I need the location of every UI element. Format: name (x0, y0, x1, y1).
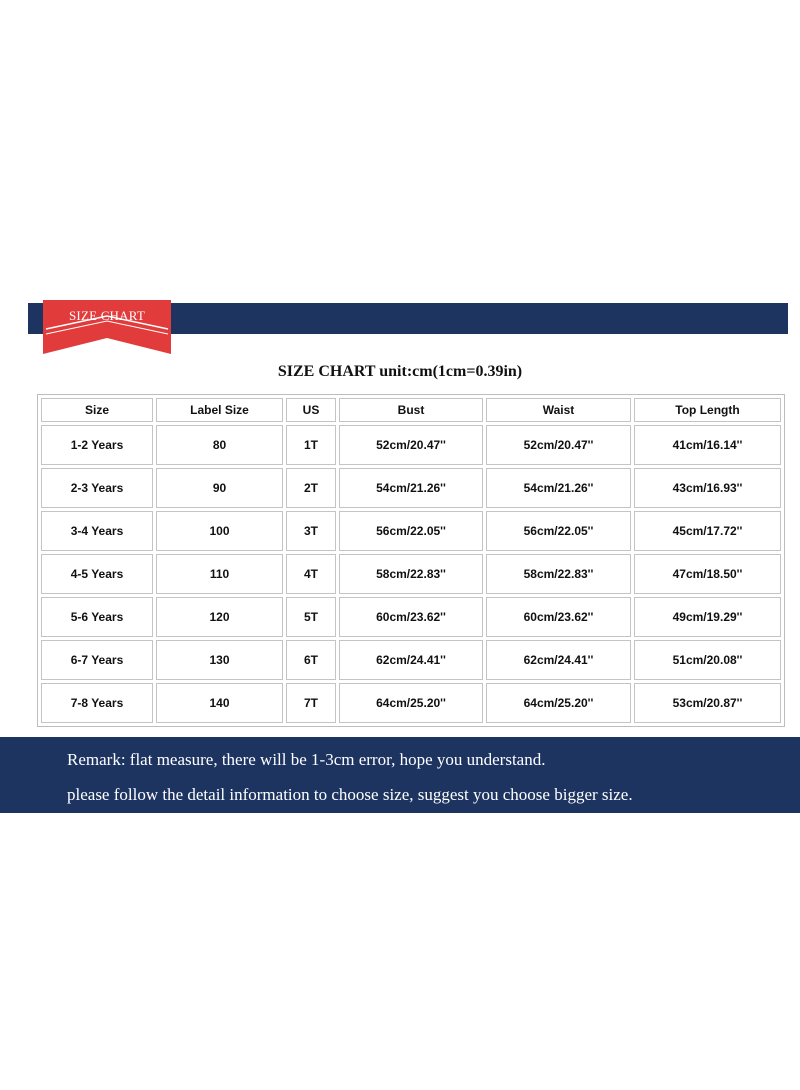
table-cell: 41cm/16.14'' (634, 425, 781, 465)
table-cell: 1-2 Years (41, 425, 153, 465)
table-cell: 5T (286, 597, 336, 637)
table-cell: 43cm/16.93'' (634, 468, 781, 508)
table-cell: 45cm/17.72'' (634, 511, 781, 551)
table-cell: 51cm/20.08'' (634, 640, 781, 680)
table-cell: 52cm/20.47'' (486, 425, 631, 465)
table-cell: 52cm/20.47'' (339, 425, 483, 465)
remark-band (0, 737, 800, 813)
table-cell: 90 (156, 468, 283, 508)
column-header: Label Size (156, 398, 283, 422)
column-header: Waist (486, 398, 631, 422)
size-chart-badge-label: SIZE CHART (69, 308, 145, 323)
chart-heading: SIZE CHART unit:cm(1cm=0.39in) (277, 363, 523, 380)
table-cell: 54cm/21.26'' (486, 468, 631, 508)
column-header: US (286, 398, 336, 422)
table-cell: 47cm/18.50'' (634, 554, 781, 594)
table-header-row (41, 398, 781, 422)
table-cell: 54cm/21.26'' (339, 468, 483, 508)
column-header: Size (41, 398, 153, 422)
size-table (37, 394, 785, 727)
table-cell: 2T (286, 468, 336, 508)
column-header: Bust (339, 398, 483, 422)
table-cell: 3T (286, 511, 336, 551)
table-cell: 120 (156, 597, 283, 637)
table-row (41, 511, 781, 551)
table-cell: 60cm/23.62'' (486, 597, 631, 637)
table-row (41, 554, 781, 594)
table-cell: 100 (156, 511, 283, 551)
table-cell: 58cm/22.83'' (339, 554, 483, 594)
table-body (41, 425, 781, 723)
table-row (41, 425, 781, 465)
remark-line-2: please follow the detail information to choose size, suggest you choose bigger size. (67, 785, 633, 804)
table-row (41, 683, 781, 723)
table-cell: 4-5 Years (41, 554, 153, 594)
table-cell: 64cm/25.20'' (486, 683, 631, 723)
table-cell: 5-6 Years (41, 597, 153, 637)
table-cell: 56cm/22.05'' (339, 511, 483, 551)
table-cell: 53cm/20.87'' (634, 683, 781, 723)
table-row (41, 640, 781, 680)
column-header: Top Length (634, 398, 781, 422)
table-row (41, 597, 781, 637)
ribbon-shape (43, 298, 171, 354)
table-cell: 49cm/19.29'' (634, 597, 781, 637)
table-cell: 56cm/22.05'' (486, 511, 631, 551)
remark-line-1: Remark: flat measure, there will be 1-3cm error, hope you understand. (67, 750, 546, 769)
table-cell: 140 (156, 683, 283, 723)
table-cell: 64cm/25.20'' (339, 683, 483, 723)
table-row (41, 468, 781, 508)
table-cell: 110 (156, 554, 283, 594)
table-cell: 60cm/23.62'' (339, 597, 483, 637)
size-chart-badge (43, 298, 171, 354)
table-cell: 4T (286, 554, 336, 594)
table-cell: 80 (156, 425, 283, 465)
table-cell: 130 (156, 640, 283, 680)
table-cell: 62cm/24.41'' (339, 640, 483, 680)
table-cell: 62cm/24.41'' (486, 640, 631, 680)
table-cell: 6-7 Years (41, 640, 153, 680)
table-cell: 7T (286, 683, 336, 723)
table-cell: 58cm/22.83'' (486, 554, 631, 594)
table-cell: 6T (286, 640, 336, 680)
table-cell: 3-4 Years (41, 511, 153, 551)
table-cell: 7-8 Years (41, 683, 153, 723)
table-cell: 1T (286, 425, 336, 465)
table-cell: 2-3 Years (41, 468, 153, 508)
